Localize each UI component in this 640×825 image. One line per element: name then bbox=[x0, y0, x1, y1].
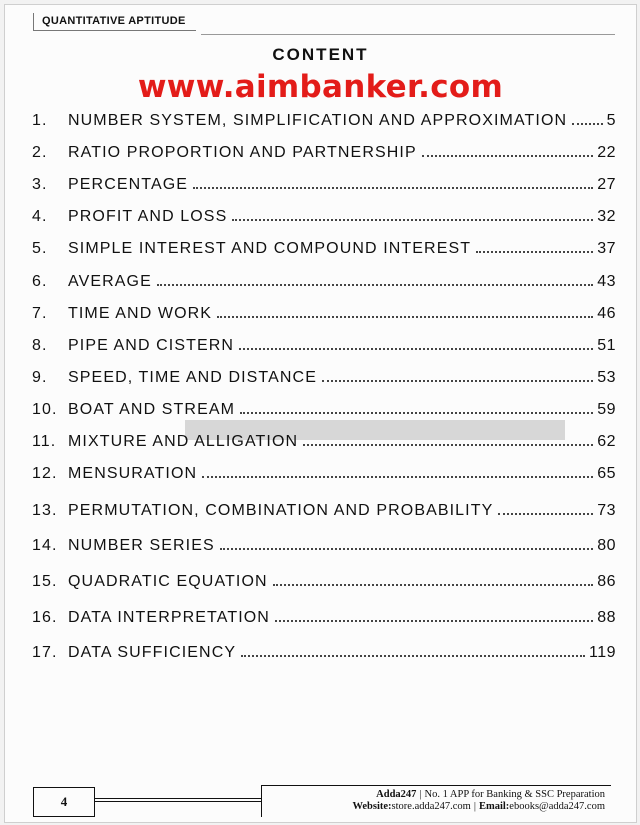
toc-entry[interactable] bbox=[32, 429, 616, 451]
footer-tagline: No. 1 APP for Banking & SSC Preparation bbox=[424, 789, 605, 800]
toc-label: PERMUTATION, COMBINATION AND PROBABILITY bbox=[68, 502, 494, 519]
toc-label: PROFIT AND LOSS bbox=[68, 208, 228, 225]
page-number: 4 bbox=[33, 787, 95, 817]
footer-info: Adda247 | No. 1 APP for Banking & SSC Preparation Website:store.adda247.com | Email:ebooks@adda247.com bbox=[261, 785, 611, 817]
toc-entry[interactable] bbox=[32, 301, 616, 323]
toc-number: 4. bbox=[32, 208, 48, 225]
toc-entry[interactable] bbox=[32, 640, 616, 662]
toc-entry[interactable] bbox=[32, 605, 616, 627]
toc-page-number: 119 bbox=[588, 644, 616, 661]
toc-label: TIME AND WORK bbox=[68, 305, 213, 322]
toc-entry[interactable] bbox=[32, 204, 616, 226]
toc-leader-dots bbox=[217, 316, 593, 318]
footer-email: ebooks@adda247.com bbox=[509, 801, 605, 812]
footer-website-label: Website: bbox=[352, 801, 392, 812]
toc-page-number: 80 bbox=[597, 537, 616, 554]
toc-label: SPEED, TIME AND DISTANCE bbox=[68, 369, 317, 386]
toc-number: 14. bbox=[32, 537, 58, 554]
toc-leader-dots bbox=[193, 187, 593, 189]
toc-label: NUMBER SERIES bbox=[68, 537, 215, 554]
toc-number: 13. bbox=[32, 502, 58, 519]
toc-entry[interactable] bbox=[32, 108, 616, 130]
toc-page-number: 59 bbox=[597, 401, 616, 418]
toc-label: PIPE AND CISTERN bbox=[68, 337, 235, 354]
toc-leader-dots bbox=[275, 620, 593, 622]
website-url: www.aimbanker.com bbox=[137, 69, 504, 105]
toc-page-number: 51 bbox=[597, 337, 616, 354]
section-header: QUANTITATIVE APTITUDE bbox=[33, 13, 196, 31]
toc-number: 7. bbox=[32, 305, 48, 322]
toc-number: 11. bbox=[32, 433, 57, 450]
toc-page-number: 43 bbox=[597, 273, 616, 290]
toc-leader-dots bbox=[422, 155, 593, 157]
toc-label: NUMBER SYSTEM, SIMPLIFICATION AND APPROXIMATION bbox=[68, 112, 568, 129]
toc-leader-dots bbox=[157, 284, 593, 286]
toc-leader-dots bbox=[498, 513, 593, 515]
toc-entry[interactable] bbox=[32, 498, 616, 520]
toc-leader-dots bbox=[240, 412, 593, 414]
toc-leader-dots bbox=[241, 655, 585, 657]
toc-page-number: 65 bbox=[597, 465, 616, 482]
toc-number: 3. bbox=[32, 176, 48, 193]
toc-page-number: 46 bbox=[597, 305, 616, 322]
toc-entry[interactable] bbox=[32, 365, 616, 387]
toc-label: DATA SUFFICIENCY bbox=[68, 644, 237, 661]
toc-number: 1. bbox=[32, 112, 48, 129]
toc-page-number: 62 bbox=[597, 433, 616, 450]
toc-entry[interactable] bbox=[32, 533, 616, 555]
toc-entry[interactable] bbox=[32, 236, 616, 258]
toc-label: DATA INTERPRETATION bbox=[68, 609, 270, 626]
toc-page-number: 53 bbox=[597, 369, 616, 386]
toc-number: 17. bbox=[32, 644, 58, 661]
footer-email-label: Email: bbox=[478, 801, 510, 812]
footer-rule bbox=[95, 798, 261, 802]
toc-leader-dots bbox=[322, 380, 593, 382]
toc-page-number: 37 bbox=[597, 240, 616, 257]
toc-label: RATIO PROPORTION AND PARTNERSHIP bbox=[68, 144, 417, 161]
toc-leader-dots bbox=[232, 219, 593, 221]
toc-entry[interactable] bbox=[32, 269, 616, 291]
toc-number: 5. bbox=[32, 240, 48, 257]
toc-entry[interactable] bbox=[32, 397, 616, 419]
toc-number: 6. bbox=[32, 273, 48, 290]
toc-number: 8. bbox=[32, 337, 48, 354]
toc-page-number: 73 bbox=[597, 502, 616, 519]
toc-number: 9. bbox=[32, 369, 48, 386]
footer-website: store.adda247.com bbox=[391, 801, 471, 812]
footer-brand: Adda247 bbox=[376, 789, 417, 800]
toc-entry[interactable] bbox=[32, 461, 616, 483]
toc-label: PERCENTAGE bbox=[68, 176, 189, 193]
toc-leader-dots bbox=[239, 348, 593, 350]
toc-page-number: 27 bbox=[597, 176, 616, 193]
toc-label: BOAT AND STREAM bbox=[68, 401, 236, 418]
toc-label: SIMPLE INTEREST AND COMPOUND INTEREST bbox=[68, 240, 472, 257]
toc-leader-dots bbox=[220, 548, 593, 550]
toc-entry[interactable] bbox=[32, 172, 616, 194]
toc-leader-dots bbox=[303, 444, 593, 446]
toc-leader-dots bbox=[476, 251, 593, 253]
toc-entry[interactable] bbox=[32, 569, 616, 591]
page-title: CONTENT bbox=[272, 45, 369, 64]
toc-number: 10. bbox=[32, 401, 58, 418]
toc-number: 15. bbox=[32, 573, 58, 590]
toc-label: AVERAGE bbox=[68, 273, 152, 290]
toc-number: 12. bbox=[32, 465, 58, 482]
toc-label: MIXTURE AND ALLIGATION bbox=[68, 433, 299, 450]
toc-entry[interactable] bbox=[32, 140, 616, 162]
toc-entry[interactable] bbox=[32, 333, 616, 355]
document-page bbox=[4, 4, 637, 823]
header-rule bbox=[201, 34, 615, 35]
toc-page-number: 86 bbox=[597, 573, 616, 590]
toc-leader-dots bbox=[273, 584, 594, 586]
toc-label: QUADRATIC EQUATION bbox=[68, 573, 268, 590]
toc-label: MENSURATION bbox=[68, 465, 198, 482]
toc-page-number: 22 bbox=[597, 144, 616, 161]
toc-page-number: 32 bbox=[597, 208, 616, 225]
toc-leader-dots bbox=[572, 123, 602, 125]
toc-page-number: 5 bbox=[606, 112, 616, 129]
toc-page-number: 88 bbox=[597, 609, 616, 626]
toc-number: 16. bbox=[32, 609, 58, 626]
toc-leader-dots bbox=[202, 476, 593, 478]
toc-number: 2. bbox=[32, 144, 48, 161]
